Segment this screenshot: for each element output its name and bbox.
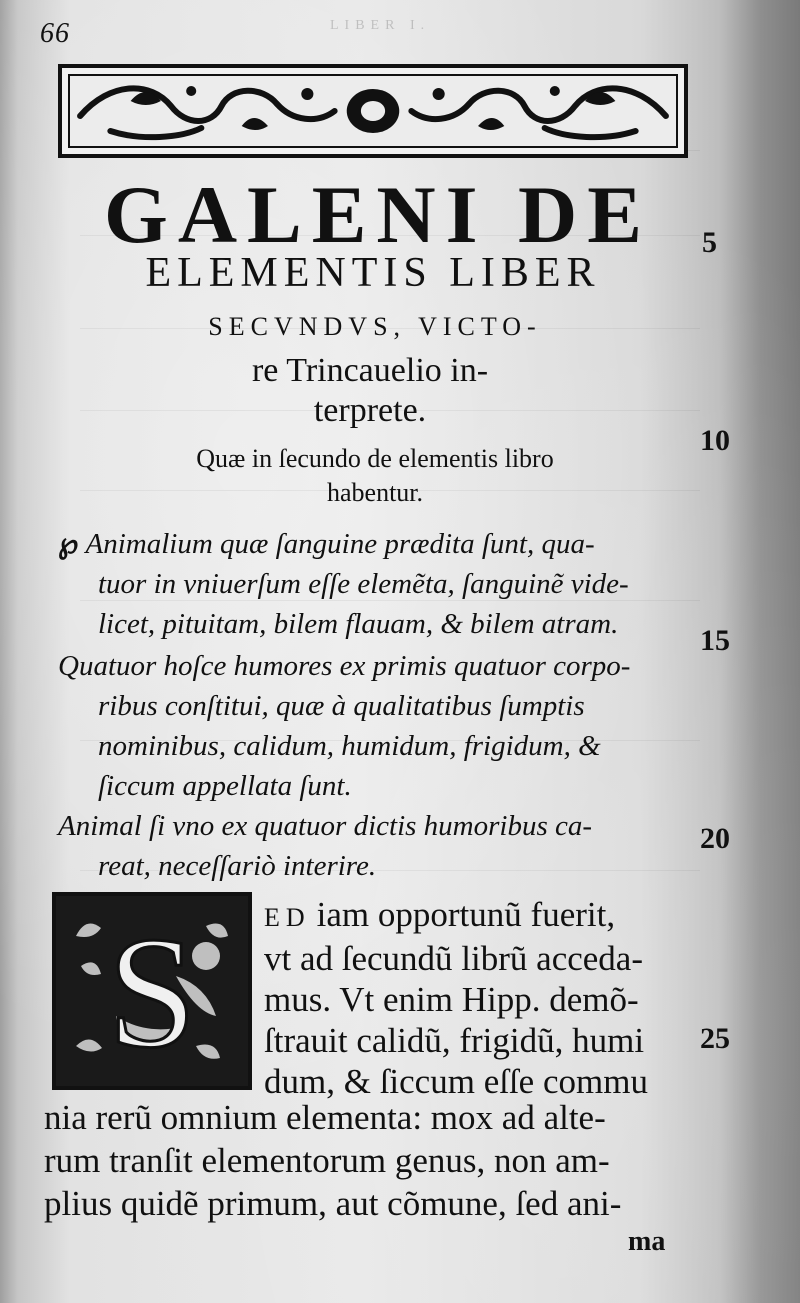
ornamental-headpiece <box>58 64 688 158</box>
margin-line-number: 25 <box>700 1022 730 1055</box>
decorated-initial <box>52 892 252 1090</box>
aphorism-3: Animal ſi vno ex quatuor dictis humoribus ca- reat, neceſſariò interire. <box>58 810 593 882</box>
title-line-5: terprete. <box>313 392 427 429</box>
page-number: 66 <box>40 18 70 49</box>
woodcut-initial-s-icon <box>56 896 248 1086</box>
title-line-2: ELEMENTIS LIBER <box>145 250 601 296</box>
margin-line-number: 5 <box>702 226 717 259</box>
margin-line-number: 20 <box>700 822 730 855</box>
title-line-1: GALENI DE <box>104 169 652 260</box>
body-lead-text: ED iam opportunũ fuerit, vt ad ſecundũ librũ acceda- mus. Vt enim Hipp. demõ- ſtrauit calidũ, frigidũ, humi dum, & ſiccum eſſe commu <box>264 895 648 1101</box>
catchword: ma <box>628 1226 666 1257</box>
aphorism-1: ℘ Animalium quæ ſanguine prædita ſunt, qua- tuor in vniuerſum eſſe elemẽta, ſanguinẽ vide- licet, pituitam, bilem flauam, & bilem atram. <box>58 528 629 640</box>
margin-line-number: 10 <box>700 424 730 457</box>
title-line-4: re Trincauelio in- <box>251 352 489 389</box>
initial-letter: S <box>107 903 197 1081</box>
aphorism-2: Quatuor hoſce humores ex primis quatuor corpo- ribus conſtitui, quæ à qualitatibus ſumptis nominibus, calidum, humidum, frigidum, & ſiccum appellata ſunt. <box>58 650 631 802</box>
scroll-ornament-icon <box>70 76 676 146</box>
paragraph-mark-icon: ℘ <box>58 528 82 560</box>
summary-heading: Quæ in ſecundo de elementis libro habentur. <box>196 444 554 507</box>
body-text: nia rerũ omnium elementa: mox ad alte- rum tranſit elementorum genus, non am- plius quidẽ primum, aut cõmune, ſed ani- <box>44 1098 622 1223</box>
margin-line-number: 15 <box>700 624 730 657</box>
title-line-3: SECVNDVS, VICTO- <box>208 312 542 341</box>
running-head: LIBER I. <box>330 18 431 33</box>
